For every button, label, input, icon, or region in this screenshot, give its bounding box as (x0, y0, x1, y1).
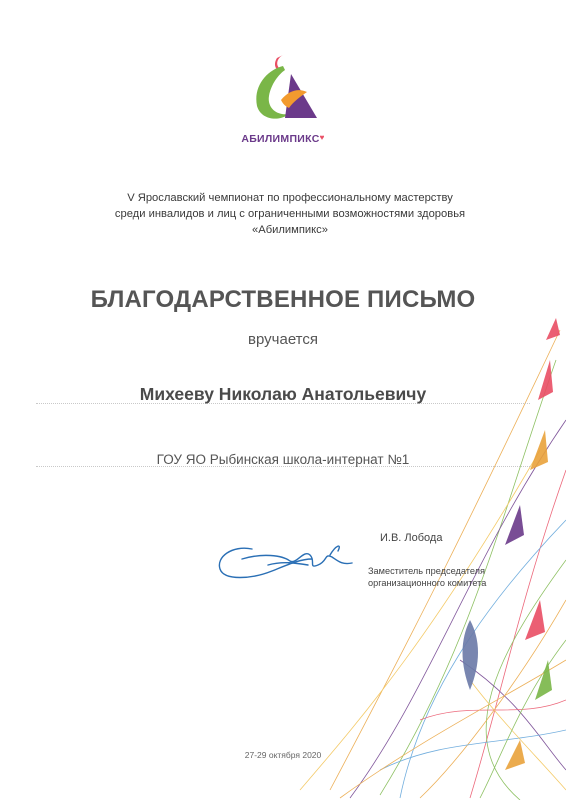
recipient-organization: ГОУ ЯО Рыбинская школа-интернат №1 (156, 452, 410, 467)
signature-image (212, 535, 362, 585)
signer-role-line-2: организационного комитета (368, 578, 487, 588)
letter-title: БЛАГОДАРСТВЕННОЕ ПИСЬМО (90, 286, 476, 313)
brand-name (0, 133, 566, 145)
signer-name: И.В. Лобода (380, 532, 443, 544)
signer-role (368, 565, 486, 589)
event-line-2: среди инвалидов и лиц с ограниченными возможностями здоровья (114, 208, 466, 220)
abilympics-logo-icon (245, 52, 325, 124)
event-line-3: «Абилимпикс» (252, 224, 328, 236)
brand-name-text: АБИЛИМПИКС (241, 133, 320, 145)
event-line-1: V Ярославский чемпионат по профессиональному мастерству (127, 192, 453, 204)
heart-icon: ♥ (319, 133, 325, 142)
event-date: 27-29 октября 2020 (244, 750, 322, 760)
letter-subtitle: вручается (248, 331, 318, 348)
event-description (80, 190, 500, 238)
signer-role-line-1: Заместитель председателя (368, 566, 485, 576)
recipient-name: Михееву Николаю Анатольевичу (139, 384, 427, 404)
